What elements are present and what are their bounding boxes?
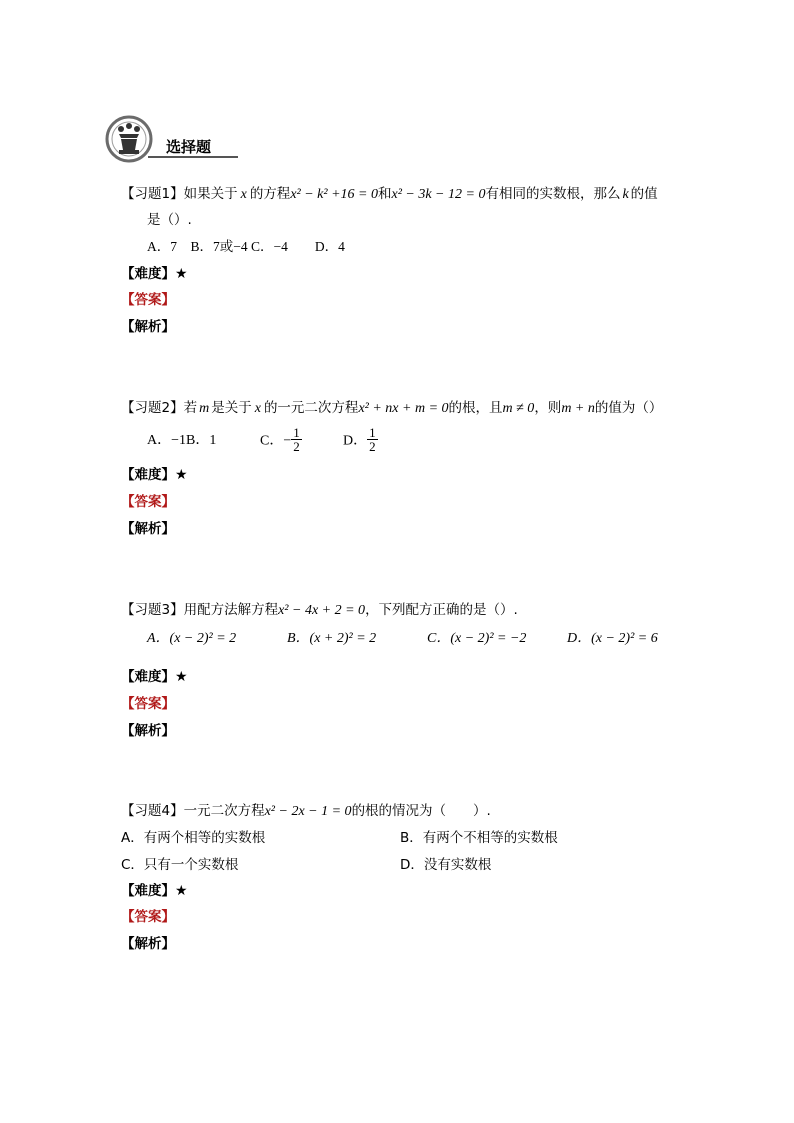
- q3-option-d: D．(x − 2)² = 6: [567, 631, 658, 646]
- q2-answer: 【答案】: [121, 494, 175, 510]
- chess-rook-icon: [104, 114, 154, 164]
- q1-options: A．7 B．7或−4 C．−4 D．4: [147, 239, 345, 254]
- q3-option-b: B．(x + 2)² = 2: [287, 631, 377, 646]
- q2-option-ab: A．−1B．1: [147, 433, 217, 448]
- q2-tag: 【习题2】: [121, 400, 184, 416]
- q3-tag: 【习题3】: [121, 602, 184, 618]
- q4-option-d: D．没有实数根: [400, 857, 492, 873]
- q3-answer: 【答案】: [121, 696, 175, 712]
- q2-analysis: 【解析】: [121, 521, 175, 537]
- q1-tag: 【习题1】: [121, 186, 184, 202]
- q1-equation-2: x² − 3k − 12 = 0: [391, 187, 486, 202]
- q3-equation: x² − 4x + 2 = 0: [278, 603, 366, 618]
- q4-tag: 【习题4】: [121, 803, 184, 819]
- q2-option-d: D． $\frac{1}{2}$: [343, 425, 376, 454]
- q1-analysis: 【解析】: [121, 319, 175, 335]
- fraction-half: $\frac{1}{2}$: [369, 425, 376, 454]
- q2-option-c: C．− $\frac{1}{2}$: [260, 425, 300, 454]
- q4-analysis: 【解析】: [121, 936, 175, 952]
- section-header: [104, 116, 244, 162]
- star-icon: ★: [175, 266, 188, 282]
- q3-option-c: C．(x − 2)² = −2: [427, 631, 527, 646]
- q1-continuation: 是（）.: [147, 212, 192, 228]
- q4-option-b: B．有两个不相等的实数根: [400, 830, 558, 846]
- star-icon: ★: [175, 669, 188, 685]
- question-2: 【习题2】若 m 是关于 x 的一元二次方程x² + nx + m = 0的根，且m ≠ 0，则m + n的值为（）: [121, 400, 663, 416]
- q4-answer: 【答案】: [121, 909, 175, 925]
- q4-difficulty: 【难度】★: [121, 883, 188, 899]
- q4-option-a: A．有两个相等的实数根: [121, 830, 266, 846]
- q4-equation: x² − 2x − 1 = 0: [264, 804, 352, 819]
- fraction-half: $\frac{1}{2}$: [293, 425, 300, 454]
- question-4: 【习题4】一元二次方程x² − 2x − 1 = 0的根的情况为（ ）.: [121, 803, 491, 819]
- q3-option-a: A．(x − 2)² = 2: [147, 631, 237, 646]
- q4-option-c: C．只有一个实数根: [121, 857, 239, 873]
- star-icon: ★: [175, 883, 188, 899]
- q1-difficulty: 【难度】★: [121, 266, 188, 282]
- q1-equation-1: x² − k² +16 = 0: [290, 187, 378, 202]
- q2-difficulty: 【难度】★: [121, 467, 188, 483]
- question-1: 【习题1】如果关于 x 的方程x² − k² +16 = 0和x² − 3k − 12 = 0有相同的实数根，那么 k 的值: [121, 186, 658, 202]
- star-icon: ★: [175, 467, 188, 483]
- q1-answer: 【答案】: [121, 292, 175, 308]
- q3-difficulty: 【难度】★: [121, 669, 188, 685]
- q2-equation: x² + nx + m = 0: [358, 401, 449, 416]
- q3-analysis: 【解析】: [121, 723, 175, 739]
- question-3: 【习题3】用配方法解方程x² − 4x + 2 = 0，下列配方正确的是（）.: [121, 602, 518, 618]
- section-title: 选择题: [166, 138, 212, 156]
